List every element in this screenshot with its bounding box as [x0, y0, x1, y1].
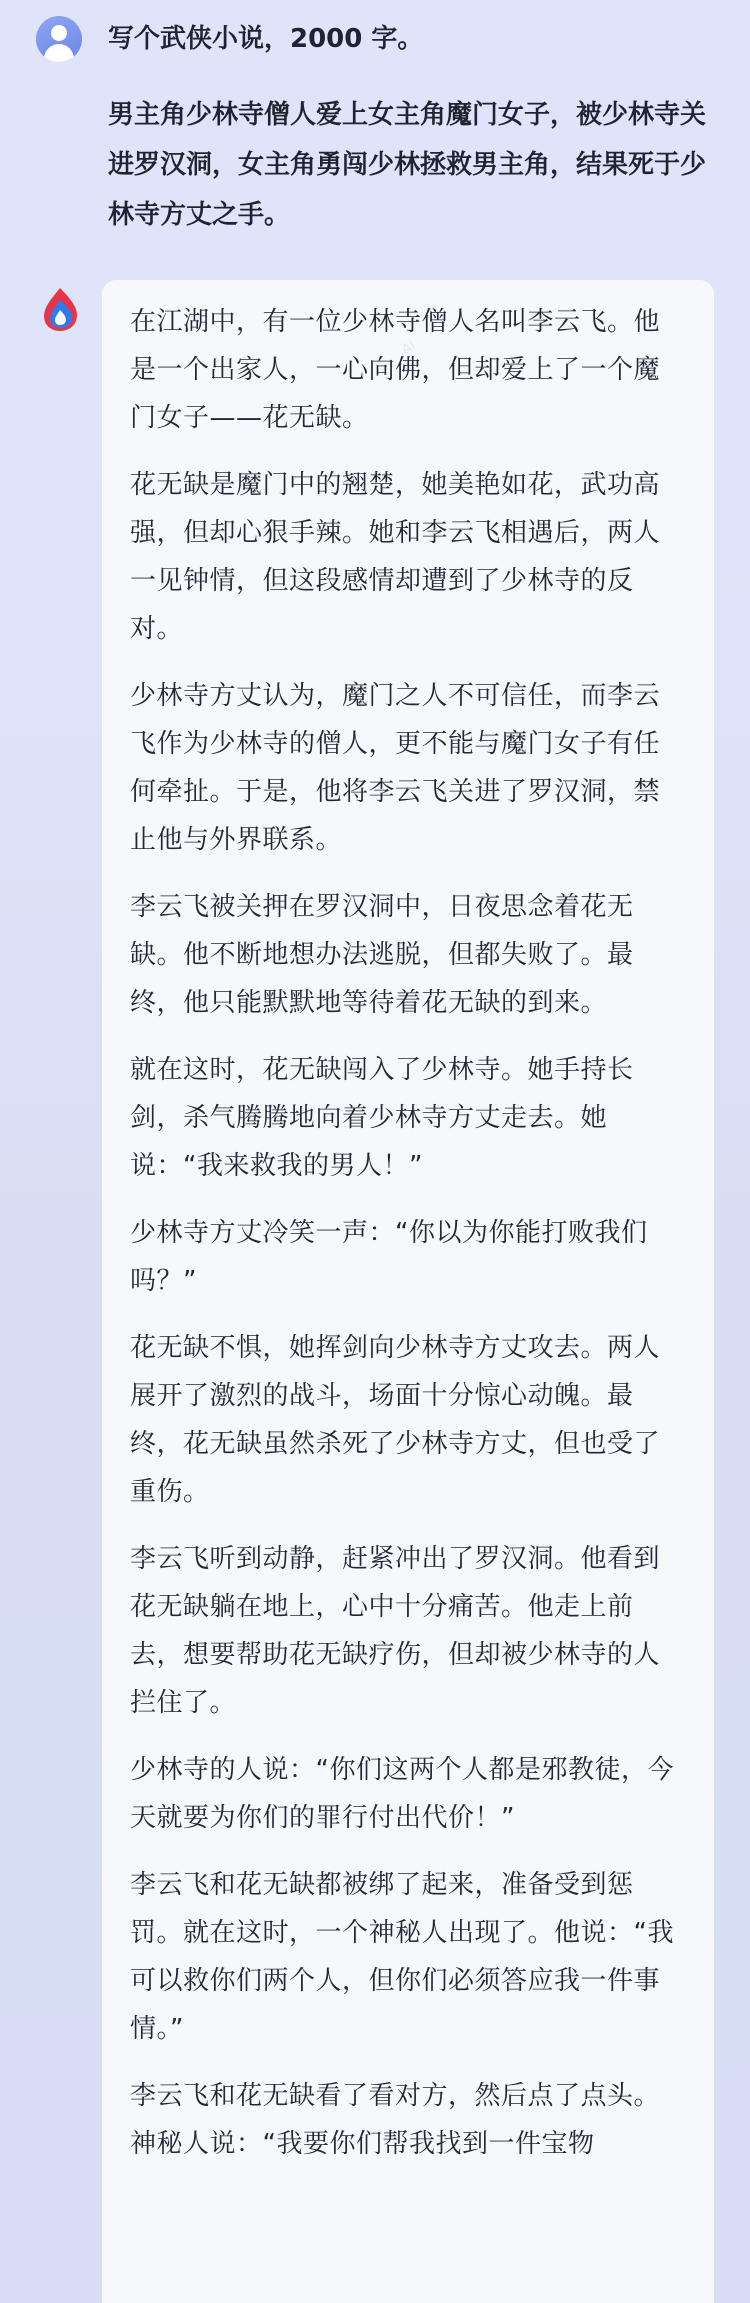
user-avatar-icon [36, 16, 82, 62]
bot-logo-icon [36, 284, 86, 334]
user-prompt-line: 男主角少林寺僧人爱上女主角魔门女子，被少林寺关进罗汉洞，女主角勇闯少林拯救男主角，结果死于少林寺方丈之手。 [108, 100, 707, 230]
story-paragraph: 就在这时，花无缺闯入了少林寺。她手持长剑，杀气腾腾地向着少林寺方丈走去。她说：“我来救我的男人！” [130, 1055, 634, 1181]
story-paragraph: 花无缺是魔门中的翘楚，她美艳如花，武功高强，但却心狠手辣。她和李云飞相遇后，两人一见钟情，但这段感情却遭到了少林寺的反对。 [130, 470, 661, 644]
story-paragraph: 李云飞和花无缺都被绑了起来，准备受到惩罚。就在这时，一个神秘人出现了。他说：“我可以救你们两个人，但你们必须答应我一件事情。” [130, 1870, 674, 2044]
story-paragraph: 李云飞听到动静，赶紧冲出了罗汉洞。他看到花无缺躺在地上，心中十分痛苦。他走上前去，想要帮助花无缺疗伤，但却被少林寺的人拦住了。 [130, 1544, 661, 1718]
user-prompt-line: 写个武侠小说，2000 字。 [108, 24, 424, 54]
user-prompt [108, 14, 718, 240]
story-paragraph: 李云飞和花无缺看了看对方，然后点了点头。神秘人说：“我要你们帮我找到一件宝物 [130, 2081, 661, 2159]
watermark: AI [399, 337, 419, 359]
bot-reply-card [102, 280, 714, 2303]
story-paragraph: 少林寺方丈认为，魔门之人不可信任，而李云飞作为少林寺的僧人，更不能与魔门女子有任何牵扯。于是，他将李云飞关进了罗汉洞，禁止他与外界联系。 [130, 681, 661, 855]
story-paragraph: 少林寺的人说：“你们这两个人都是邪教徒，今天就要为你们的罪行付出代价！” [130, 1755, 674, 1833]
story-paragraph: 李云飞被关押在罗汉洞中，日夜思念着花无缺。他不断地想办法逃脱，但都失败了。最终，他只能默默地等待着花无缺的到来。 [130, 892, 634, 1018]
story-body [102, 280, 714, 2168]
story-paragraph: 花无缺不惧，她挥剑向少林寺方丈攻去。两人展开了激烈的战斗，场面十分惊心动魄。最终，花无缺虽然杀死了少林寺方丈，但也受了重伤。 [130, 1333, 661, 1507]
story-paragraph: 少林寺方丈冷笑一声：“你以为你能打败我们吗？” [130, 1218, 648, 1296]
story-paragraph: 在江湖中，有一位少林寺僧人名叫李云飞。他是一个出家人，一心向佛，但却爱上了一个魔门女子——花无缺。 [130, 307, 661, 433]
